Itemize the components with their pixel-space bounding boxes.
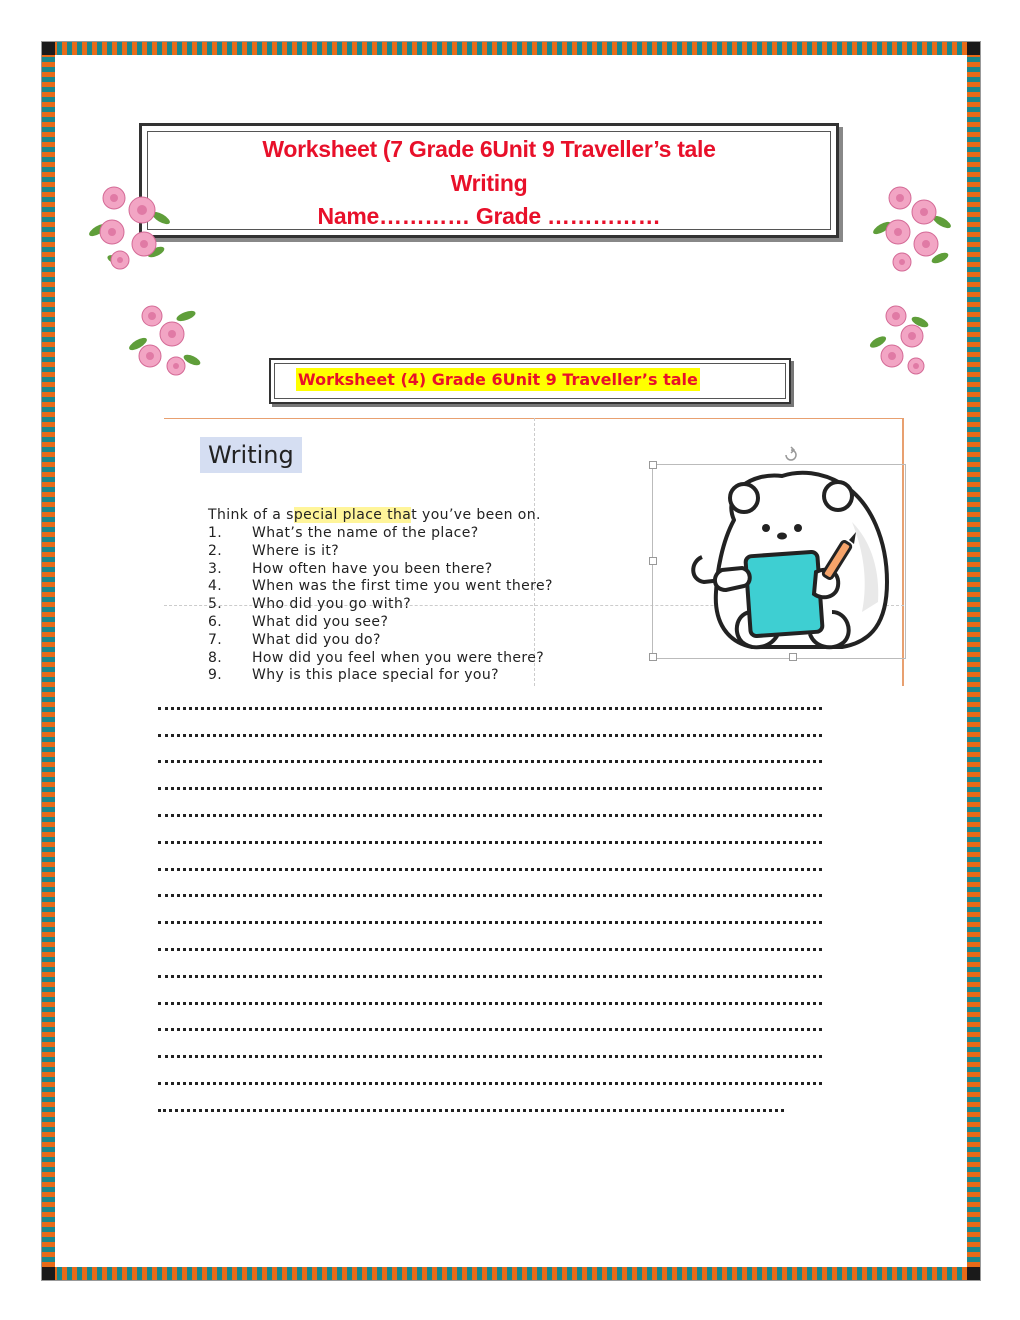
answer-line[interactable] [158,1065,828,1092]
answer-line[interactable] [158,1092,828,1119]
title-line-1: Worksheet (7 Grade 6Unit 9 Traveller’s tale [262,136,716,162]
writing-heading: Writing [200,437,302,473]
answer-line[interactable] [158,744,828,771]
answer-line[interactable] [158,690,828,717]
left-striped-border [42,42,55,1280]
top-striped-border [42,42,980,55]
answer-line[interactable] [158,985,828,1012]
rose-flower-icon [868,302,932,378]
title-box [139,123,839,238]
resize-handle[interactable] [649,461,657,469]
rose-flower-icon [86,180,176,272]
answer-line[interactable] [158,851,828,878]
corner-top-left [42,42,55,55]
subtitle-text: Worksheet (4) Grade 6Unit 9 Traveller’s tale [298,370,698,389]
answer-line[interactable] [158,1038,828,1065]
corner-bottom-right [967,1267,980,1280]
answer-line[interactable] [158,958,828,985]
bottom-striped-border [42,1267,980,1280]
prompt-highlight: pecial place tha [293,507,412,523]
answer-line[interactable] [158,797,828,824]
answer-line[interactable] [158,904,828,931]
rose-flower-icon [126,300,206,380]
answer-line[interactable] [158,1012,828,1039]
rose-flower-icon [870,182,958,274]
bear-holding-notebook-icon [682,462,902,662]
answer-line[interactable] [158,878,828,905]
answer-lines [158,690,828,1119]
subtitle-box [269,358,791,404]
title-line-2: Writing [450,170,528,196]
corner-bottom-left [42,1267,55,1280]
answer-line[interactable] [158,931,828,958]
name-grade-line: Name………… Grade …………… [317,203,661,229]
writing-task-slide: Writing Think of a special place that you’ve been on. 1. What’s the name of the place? 2. Where is it? 3. How often have you been there? 4. When was the first time you went there? 5. Who did you go with? 6. What did you see? 7. What did you do? 8. How did you feel when you were there? 9. Why is this place special for you? [164,418,904,686]
guide-line-vertical [534,418,535,686]
resize-handle[interactable] [649,653,657,661]
right-striped-border [967,42,980,1280]
writing-prompt: Think of a special place that you’ve been on. [208,507,541,523]
answer-line[interactable] [158,770,828,797]
corner-top-right [967,42,980,55]
answer-line[interactable] [158,717,828,744]
answer-line[interactable] [158,824,828,851]
resize-handle[interactable] [649,557,657,565]
